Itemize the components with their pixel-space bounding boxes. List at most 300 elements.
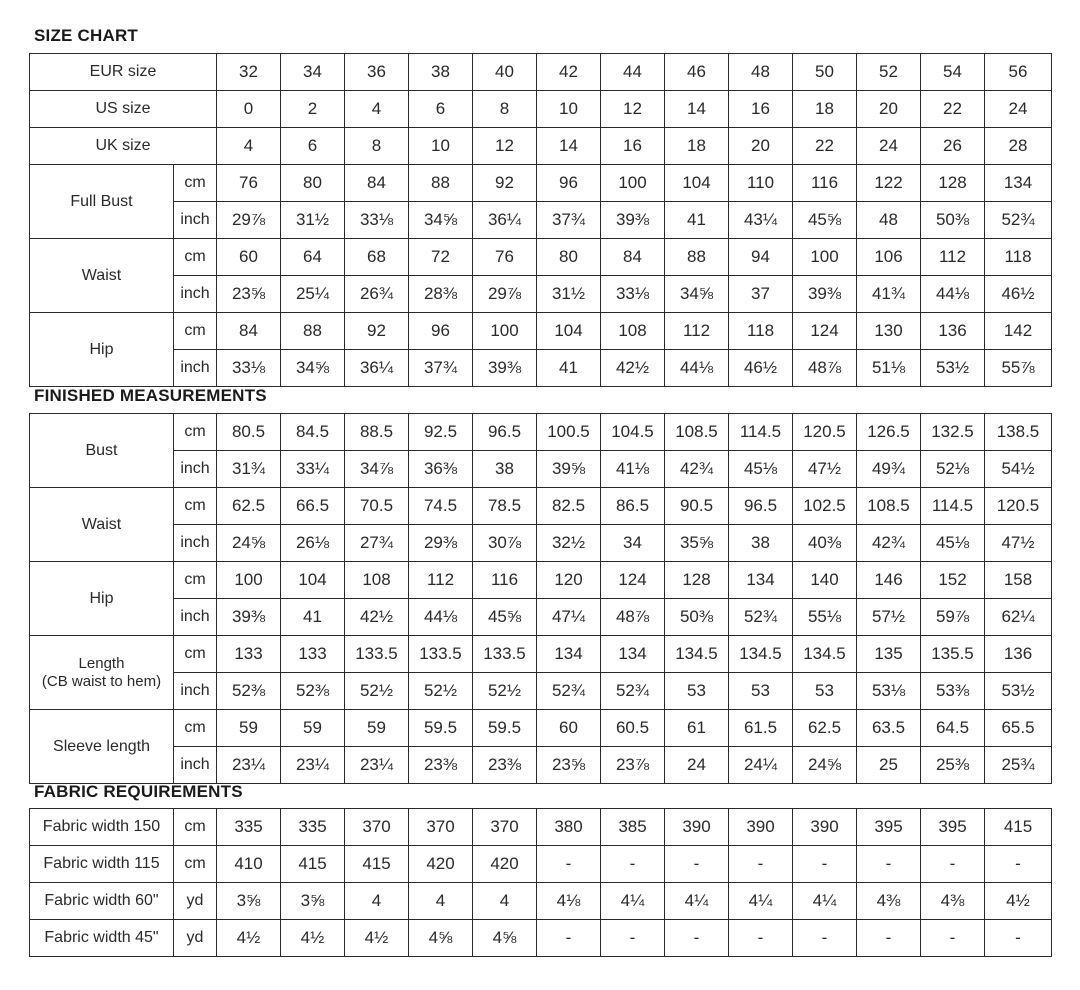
table-cell: 4½ (345, 920, 409, 957)
table-cell: 47¼ (537, 599, 601, 636)
table-cell: 3⅝ (217, 883, 281, 920)
table-cell: 48 (729, 54, 793, 91)
table-cell: 38 (409, 54, 473, 91)
table-cell: - (985, 920, 1052, 957)
table-cell: 116 (793, 165, 857, 202)
table-cell: 96.5 (473, 414, 537, 451)
table-cell: 96 (537, 165, 601, 202)
table-cell: 44⅛ (665, 350, 729, 387)
table-cell: 100 (473, 313, 537, 350)
table-cell: 36⅜ (409, 451, 473, 488)
table-cell: 108.5 (665, 414, 729, 451)
table-cell: 134 (729, 562, 793, 599)
table-cell: 53⅜ (921, 673, 985, 710)
table-cell: 90.5 (665, 488, 729, 525)
table-cell: 23⅜ (473, 747, 537, 784)
table-row (30, 710, 1052, 747)
table-cell: 4⅜ (921, 883, 985, 920)
table-cell: 136 (921, 313, 985, 350)
table-cell: 128 (665, 562, 729, 599)
table-cell: - (793, 920, 857, 957)
table-cell: 59 (281, 710, 345, 747)
table-cell: 26⅛ (281, 525, 345, 562)
table-cell: 52½ (473, 673, 537, 710)
table-cell: 4½ (281, 920, 345, 957)
table-cell: 37¾ (409, 350, 473, 387)
table-row (30, 350, 1052, 387)
table-cell: - (857, 920, 921, 957)
table-cell: 25 (857, 747, 921, 784)
table-cell: 59 (345, 710, 409, 747)
table-cell: 370 (473, 809, 537, 846)
table-cell: 4 (409, 883, 473, 920)
table-cell: 41¾ (857, 276, 921, 313)
table-cell: 53½ (985, 673, 1052, 710)
table-cell: 136 (985, 636, 1052, 673)
table-cell: 96 (409, 313, 473, 350)
table-cell: 335 (217, 809, 281, 846)
table-cell: 28⅜ (409, 276, 473, 313)
table-row (30, 202, 1052, 239)
table-row (30, 883, 1052, 920)
table-cell: 24⅝ (217, 525, 281, 562)
table-cell: 28 (985, 128, 1052, 165)
table-cell: 74.5 (409, 488, 473, 525)
table-cell: 34⅝ (665, 276, 729, 313)
table-cell: 61.5 (729, 710, 793, 747)
table-cell: 53½ (921, 350, 985, 387)
table-cell: 45⅝ (793, 202, 857, 239)
table-cell: 390 (665, 809, 729, 846)
table-cell: 415 (345, 846, 409, 883)
unit-cell: yd (174, 883, 217, 920)
table-cell: 35⅝ (665, 525, 729, 562)
table-cell: 34⅝ (409, 202, 473, 239)
table-cell: 33¼ (281, 451, 345, 488)
table-cell: 42½ (601, 350, 665, 387)
table-cell: 92 (345, 313, 409, 350)
table-cell: 8 (473, 91, 537, 128)
table-cell: 23¼ (217, 747, 281, 784)
table-cell: 4 (345, 883, 409, 920)
table-cell: 4¼ (729, 883, 793, 920)
table-cell: 80 (537, 239, 601, 276)
table-cell: 14 (665, 91, 729, 128)
row-label: Fabric width 150 (30, 809, 174, 846)
group-label: Hip (30, 562, 174, 636)
table-cell: 32 (217, 54, 281, 91)
table-cell: 37 (729, 276, 793, 313)
table-cell: 62.5 (217, 488, 281, 525)
table-cell: 23¼ (345, 747, 409, 784)
table-cell: 82.5 (537, 488, 601, 525)
table-cell: 410 (217, 846, 281, 883)
table-cell: - (985, 846, 1052, 883)
table-cell: 65.5 (985, 710, 1052, 747)
size-chart-title: SIZE CHART (34, 26, 138, 45)
unit-cell: inch (174, 350, 217, 387)
table-cell: 100 (601, 165, 665, 202)
table-cell: 68 (345, 239, 409, 276)
table-cell: 31½ (281, 202, 345, 239)
table-cell: 55⅛ (793, 599, 857, 636)
table-cell: 133 (217, 636, 281, 673)
table-cell: 54½ (985, 451, 1052, 488)
table-cell: 61 (665, 710, 729, 747)
group-label (30, 636, 174, 710)
table-cell: 59.5 (473, 710, 537, 747)
table-cell: 100 (793, 239, 857, 276)
table-cell: 42 (537, 54, 601, 91)
unit-cell: yd (174, 920, 217, 957)
table-cell: 112 (665, 313, 729, 350)
table-cell: 335 (281, 809, 345, 846)
table-cell: 4¼ (665, 883, 729, 920)
table-cell: 134 (537, 636, 601, 673)
table-cell: 52¾ (729, 599, 793, 636)
table-cell: 52½ (345, 673, 409, 710)
table-cell: 94 (729, 239, 793, 276)
table-cell: 36¼ (473, 202, 537, 239)
table-cell: 64.5 (921, 710, 985, 747)
table-cell: 133.5 (473, 636, 537, 673)
table-cell: 52½ (409, 673, 473, 710)
table-cell: 47½ (985, 525, 1052, 562)
table-cell: 48⅞ (793, 350, 857, 387)
table-cell: 133.5 (345, 636, 409, 673)
group-label: Full Bust (30, 165, 174, 239)
unit-cell: inch (174, 525, 217, 562)
table-cell: 102.5 (793, 488, 857, 525)
table-cell: 84 (345, 165, 409, 202)
table-cell: 112 (921, 239, 985, 276)
table-cell: 62.5 (793, 710, 857, 747)
table-cell: 86.5 (601, 488, 665, 525)
table-cell: 52¾ (985, 202, 1052, 239)
row-label: US size (30, 91, 217, 128)
table-cell: 390 (729, 809, 793, 846)
table-cell: 14 (537, 128, 601, 165)
table-cell: 70.5 (345, 488, 409, 525)
table-cell: 110 (729, 165, 793, 202)
table-cell: 106 (857, 239, 921, 276)
table-cell: 10 (537, 91, 601, 128)
table-cell: 53 (729, 673, 793, 710)
table-cell: 42¾ (665, 451, 729, 488)
table-cell: 23⅝ (217, 276, 281, 313)
table-cell: 40 (473, 54, 537, 91)
table-cell: 36 (345, 54, 409, 91)
table-row (30, 562, 1052, 599)
table-cell: 59⅞ (921, 599, 985, 636)
table-cell: 142 (985, 313, 1052, 350)
group-label: Sleeve length (30, 710, 174, 784)
table-cell: 133.5 (409, 636, 473, 673)
table-row (30, 451, 1052, 488)
table-cell: 118 (729, 313, 793, 350)
table-cell: 51⅛ (857, 350, 921, 387)
table-cell: 39⅝ (537, 451, 601, 488)
table-cell: 26 (921, 128, 985, 165)
table-cell: 44 (601, 54, 665, 91)
unit-cell: inch (174, 276, 217, 313)
table-cell: 84.5 (281, 414, 345, 451)
table-cell: 114.5 (729, 414, 793, 451)
table-cell: 120 (537, 562, 601, 599)
table-cell: 50⅜ (665, 599, 729, 636)
unit-cell: inch (174, 451, 217, 488)
table-cell: 390 (793, 809, 857, 846)
table-cell: 38 (729, 525, 793, 562)
unit-cell: cm (174, 562, 217, 599)
table-cell: 92 (473, 165, 537, 202)
unit-cell: cm (174, 809, 217, 846)
table-cell: 4 (217, 128, 281, 165)
group-label: Hip (30, 313, 174, 387)
table-cell: - (921, 846, 985, 883)
table-cell: 53 (793, 673, 857, 710)
table-cell: 24 (857, 128, 921, 165)
table-row (30, 128, 1052, 165)
unit-cell: cm (174, 488, 217, 525)
table-cell: 37¾ (537, 202, 601, 239)
table-cell: 138.5 (985, 414, 1052, 451)
table-cell: 84 (601, 239, 665, 276)
table-cell: 20 (857, 91, 921, 128)
table-cell: 10 (409, 128, 473, 165)
table-cell: 63.5 (857, 710, 921, 747)
unit-cell: inch (174, 673, 217, 710)
table-cell: - (793, 846, 857, 883)
row-label: Fabric width 115 (30, 846, 174, 883)
table-cell: 134.5 (793, 636, 857, 673)
table-cell: 30⅞ (473, 525, 537, 562)
table-cell: 4⅜ (857, 883, 921, 920)
table-cell: 49¾ (857, 451, 921, 488)
table-cell: 380 (537, 809, 601, 846)
table-cell: 41 (665, 202, 729, 239)
table-cell: 41 (281, 599, 345, 636)
table-cell: 45⅛ (729, 451, 793, 488)
table-cell: 52¾ (537, 673, 601, 710)
table-cell: 54 (921, 54, 985, 91)
table-cell: 46½ (985, 276, 1052, 313)
table-cell: 420 (409, 846, 473, 883)
table-cell: 59 (217, 710, 281, 747)
table-cell: 88 (409, 165, 473, 202)
table-cell: 23¼ (281, 747, 345, 784)
table-cell: 25¾ (985, 747, 1052, 784)
table-cell: 114.5 (921, 488, 985, 525)
table-cell: 41 (537, 350, 601, 387)
table-cell: 60 (537, 710, 601, 747)
table-cell: 88 (281, 313, 345, 350)
table-cell: 395 (921, 809, 985, 846)
table-row (30, 91, 1052, 128)
table-cell: 22 (793, 128, 857, 165)
table-cell: 88.5 (345, 414, 409, 451)
table-cell: 53⅛ (857, 673, 921, 710)
finished-measurements-table (29, 413, 1052, 784)
unit-cell: inch (174, 747, 217, 784)
table-cell: 4½ (985, 883, 1052, 920)
table-cell: 29⅞ (473, 276, 537, 313)
table-cell: 42¾ (857, 525, 921, 562)
table-row (30, 525, 1052, 562)
table-row (30, 239, 1052, 276)
table-cell: 23⅝ (537, 747, 601, 784)
unit-cell: cm (174, 414, 217, 451)
table-cell: 370 (345, 809, 409, 846)
table-cell: 120.5 (793, 414, 857, 451)
table-cell: 44⅛ (921, 276, 985, 313)
table-cell: 48 (857, 202, 921, 239)
table-cell: 12 (473, 128, 537, 165)
table-cell: 4½ (217, 920, 281, 957)
table-cell: 24⅝ (793, 747, 857, 784)
table-cell: 18 (665, 128, 729, 165)
table-cell: 46½ (729, 350, 793, 387)
table-cell: - (857, 846, 921, 883)
table-cell: 55⅞ (985, 350, 1052, 387)
table-cell: 122 (857, 165, 921, 202)
table-row (30, 920, 1052, 957)
size-chart-table (29, 53, 1052, 387)
table-cell: 29⅜ (409, 525, 473, 562)
table-cell: 88 (665, 239, 729, 276)
table-cell: 34⅝ (281, 350, 345, 387)
table-cell: 158 (985, 562, 1052, 599)
table-cell: 128 (921, 165, 985, 202)
table-cell: 23⅜ (409, 747, 473, 784)
table-cell: 16 (601, 128, 665, 165)
table-cell: 24 (985, 91, 1052, 128)
group-label: Waist (30, 239, 174, 313)
table-cell: 44⅛ (409, 599, 473, 636)
fabric-requirements-title: FABRIC REQUIREMENTS (34, 782, 243, 801)
table-cell: 60.5 (601, 710, 665, 747)
table-cell: 76 (473, 239, 537, 276)
table-cell: 76 (217, 165, 281, 202)
table-cell: 4 (345, 91, 409, 128)
row-label: Fabric width 45" (30, 920, 174, 957)
table-cell: 6 (409, 91, 473, 128)
table-cell: 4 (473, 883, 537, 920)
table-cell: 134.5 (665, 636, 729, 673)
table-cell: 4⅝ (409, 920, 473, 957)
table-cell: 38 (473, 451, 537, 488)
table-cell: 43¼ (729, 202, 793, 239)
table-cell: 62¼ (985, 599, 1052, 636)
table-cell: 23⅞ (601, 747, 665, 784)
table-cell: 4¼ (601, 883, 665, 920)
length-label: Length (78, 654, 125, 672)
table-cell: 4⅝ (473, 920, 537, 957)
table-cell: - (729, 846, 793, 883)
table-cell: 140 (793, 562, 857, 599)
unit-cell: cm (174, 846, 217, 883)
table-cell: 120.5 (985, 488, 1052, 525)
table-cell: 78.5 (473, 488, 537, 525)
table-cell: 72 (409, 239, 473, 276)
table-row (30, 276, 1052, 313)
unit-cell: cm (174, 165, 217, 202)
fabric-requirements-table (29, 808, 1052, 957)
table-cell: 104 (537, 313, 601, 350)
table-cell: 47½ (793, 451, 857, 488)
table-cell: 25¼ (281, 276, 345, 313)
table-cell: 56 (985, 54, 1052, 91)
table-cell: 25⅜ (921, 747, 985, 784)
table-cell: 59.5 (409, 710, 473, 747)
table-cell: 31½ (537, 276, 601, 313)
table-cell: 64 (281, 239, 345, 276)
table-cell: 16 (729, 91, 793, 128)
table-cell: 27¾ (345, 525, 409, 562)
table-cell: 46 (665, 54, 729, 91)
table-row (30, 54, 1052, 91)
table-row (30, 313, 1052, 350)
row-label: Fabric width 60" (30, 883, 174, 920)
table-cell: 104 (281, 562, 345, 599)
table-row (30, 809, 1052, 846)
table-cell: 420 (473, 846, 537, 883)
table-cell: 370 (409, 809, 473, 846)
table-cell: 29⅞ (217, 202, 281, 239)
table-row (30, 165, 1052, 202)
table-cell: 108.5 (857, 488, 921, 525)
table-cell: 50⅜ (921, 202, 985, 239)
table-cell: 52⅛ (921, 451, 985, 488)
table-cell: 26¾ (345, 276, 409, 313)
row-label: UK size (30, 128, 217, 165)
table-row (30, 673, 1052, 710)
table-cell: 40⅜ (793, 525, 857, 562)
table-cell: 39⅜ (217, 599, 281, 636)
table-cell: 48⅞ (601, 599, 665, 636)
table-cell: 52¾ (601, 673, 665, 710)
table-cell: 66.5 (281, 488, 345, 525)
table-cell: 134 (985, 165, 1052, 202)
table-cell: - (729, 920, 793, 957)
table-cell: - (665, 846, 729, 883)
table-cell: 2 (281, 91, 345, 128)
table-cell: 34⅞ (345, 451, 409, 488)
table-cell: - (537, 920, 601, 957)
table-cell: 60 (217, 239, 281, 276)
table-cell: 0 (217, 91, 281, 128)
table-cell: 108 (601, 313, 665, 350)
row-label: EUR size (30, 54, 217, 91)
table-cell: 112 (409, 562, 473, 599)
unit-cell: cm (174, 636, 217, 673)
table-cell: 53 (665, 673, 729, 710)
table-cell: 52⅜ (217, 673, 281, 710)
table-cell: 134.5 (729, 636, 793, 673)
table-cell: 385 (601, 809, 665, 846)
table-cell: 100 (217, 562, 281, 599)
unit-cell: inch (174, 599, 217, 636)
table-cell: 80 (281, 165, 345, 202)
table-cell: 6 (281, 128, 345, 165)
unit-cell: cm (174, 710, 217, 747)
table-cell: 34 (601, 525, 665, 562)
table-cell: 3⅝ (281, 883, 345, 920)
table-cell: 108 (345, 562, 409, 599)
group-label: Bust (30, 414, 174, 488)
table-cell: 415 (281, 846, 345, 883)
table-cell: 100.5 (537, 414, 601, 451)
